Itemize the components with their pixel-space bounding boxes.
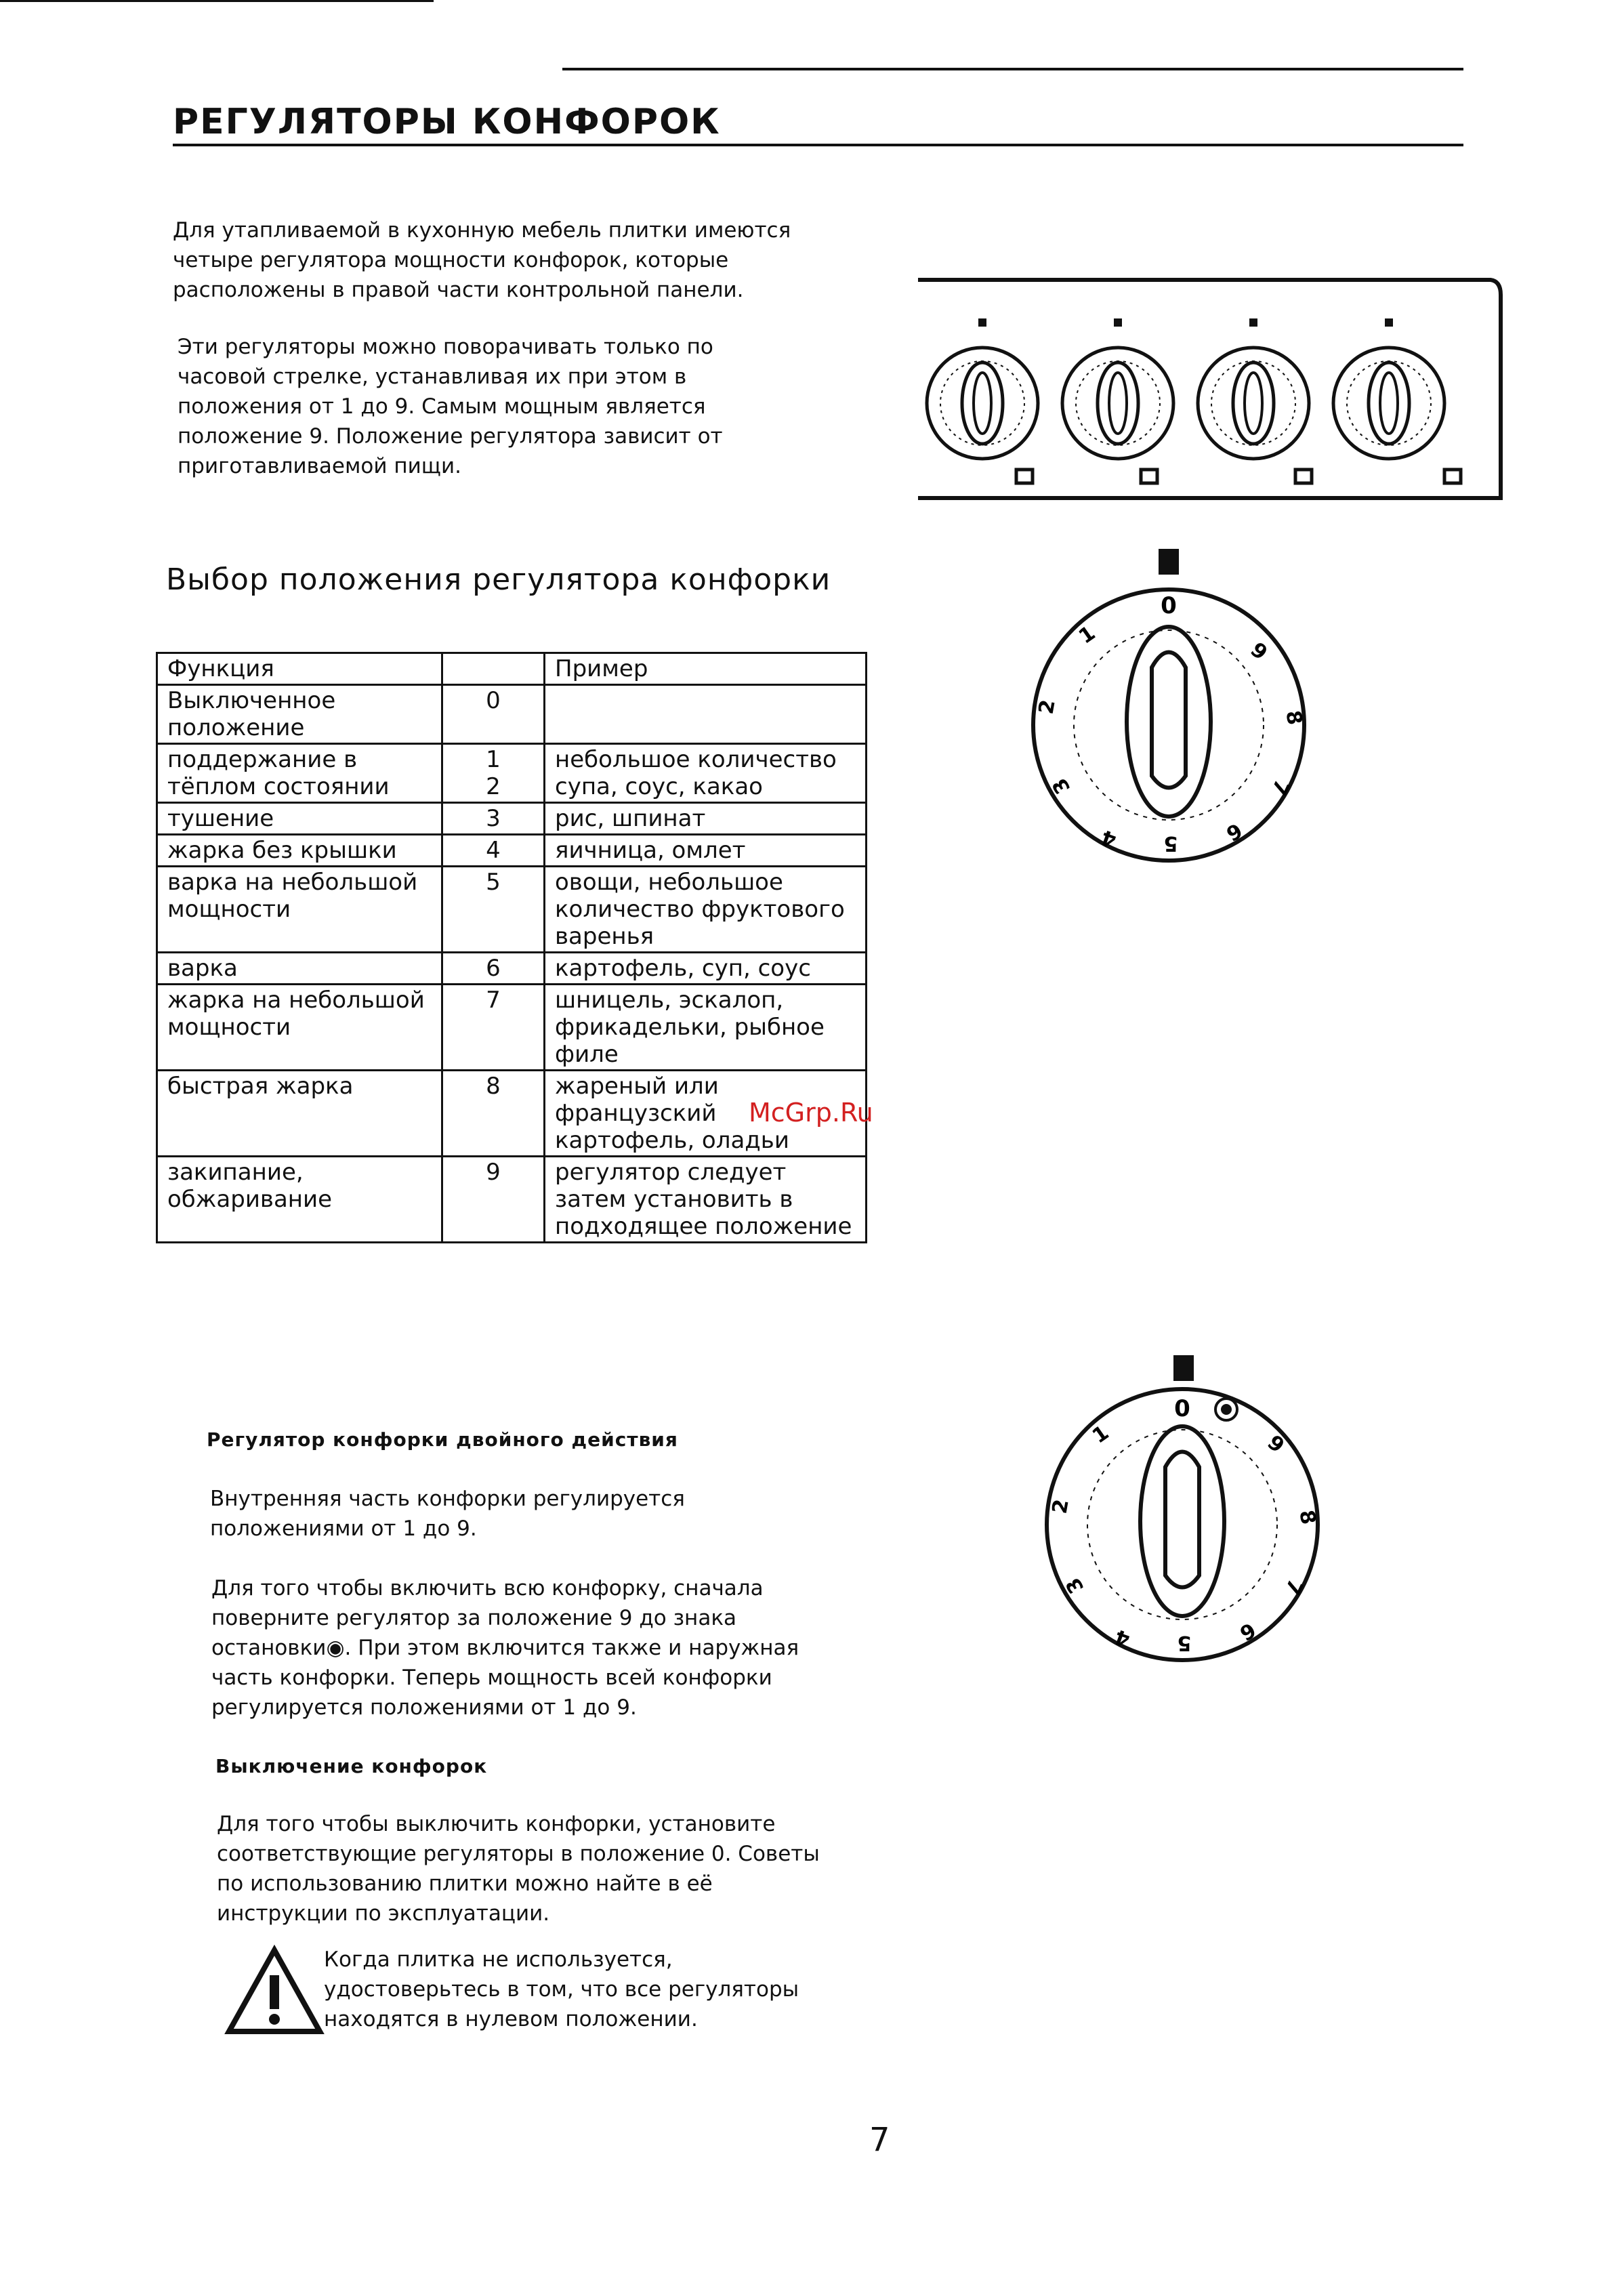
page-title: РЕГУЛЯТОРЫ КОНФОРОК [173,102,721,142]
row-position: 9 [442,1157,545,1243]
dial-label-1: 1 [1074,621,1100,649]
panel-knob-3 [1198,318,1312,483]
single-knob-diagram [1016,542,1328,874]
table-row [157,744,867,803]
position-table [156,652,867,1243]
control-panel-outline [918,280,1501,498]
row-function: варка на небольшой мощности [157,867,442,953]
row-function: тушение [157,803,442,835]
intro-paragraph-1: Для утапливаемой в кухонную мебель плитки имеются четыре регулятора мощности конфорок, которые расположены в правой части контрольной панели. [173,218,791,302]
dial-label-3: 3 [1061,1573,1089,1598]
dial-label-1: 1 [1087,1420,1114,1449]
row-position: 3 [442,803,545,835]
dial-label-0: 0 [1174,1395,1190,1422]
dial-label-7: 7 [1266,776,1294,799]
table-row [157,985,867,1071]
header-example: Пример [545,653,867,685]
row-example: рис, шпинат [545,803,867,835]
row-example: шницель, эскалоп, фрикадельки, рыбное филе [545,985,867,1071]
dial-label-6: 6 [1235,1617,1260,1645]
row-position: 0 [442,685,545,744]
row-example: яичница, омлет [545,835,867,867]
row-example [545,685,867,744]
dial-label-4: 4 [1111,1624,1133,1651]
row-position: 6 [442,953,545,985]
panel-knob-1 [927,318,1038,483]
panel-knob-4 [1333,318,1461,483]
dial-label-3: 3 [1047,773,1076,798]
knob-marker [1173,1355,1194,1381]
off-paragraph: Для того чтобы выключить конфорки, установите соответствующие регуляторы в положение 0. Советы по использованию плитки можно найте в её инструкции по эксплуатации. [217,1812,820,1926]
dial-label-4: 4 [1098,824,1120,852]
dial-label-5: 5 [1177,1631,1192,1655]
row-function: варка [157,953,442,985]
dial-label-2: 2 [1047,1497,1074,1516]
row-function: быстрая жарка [157,1071,442,1157]
dial-label-9: 9 [1262,1430,1289,1458]
off-heading: Выключение конфорок [215,1755,488,1777]
row-function: Выключенное положение [157,685,442,744]
title-top-rule [562,68,1463,70]
row-position: 5 [442,867,545,953]
dual-heading: Регулятор конфорки двойного действия [207,1428,678,1451]
table-row [157,685,867,744]
dial-label-9: 9 [1245,638,1272,665]
watermark: McGrp.Ru [749,1098,873,1128]
table-header-row [157,653,867,685]
warning-triangle-icon [224,1945,325,2036]
row-position: 4 [442,835,545,867]
dial-label-6: 6 [1222,817,1247,846]
row-function: жарка без крышки [157,835,442,867]
dial-label-2: 2 [1034,698,1060,716]
control-panel-illustration [915,274,1511,508]
dial-label-7: 7 [1279,1575,1308,1598]
knob-grip-center [1152,653,1186,788]
row-position: 7 [442,985,545,1071]
row-example: небольшое количество супа, соус, какао [545,744,867,803]
row-example: жареный или французский картофель, оладьи [545,1071,867,1157]
dual-knob-diagram [1030,1348,1341,1680]
dial-label-0: 0 [1161,592,1177,619]
row-example: овощи, небольшое количество фруктового варенья [545,867,867,953]
row-example: регулятор следует затем установить в подходящее положение [545,1157,867,1243]
knob-grip-center [1165,1452,1199,1588]
row-function: закипание, обжаривание [157,1157,442,1243]
table-row [157,953,867,985]
table-row [157,803,867,835]
warning-text: Когда плитка не используется, удостоверьтесь в том, что все регуляторы находятся в нулевом положении. [324,1947,799,2031]
knob-marker [1159,549,1179,575]
table-row [157,835,867,867]
stop-mark-dot [1221,1404,1232,1415]
row-position: 1 2 [442,744,545,803]
row-function: жарка на небольшой мощности [157,985,442,1071]
header-position [442,653,545,685]
selection-title: Выбор положения регулятора конфорки [166,562,831,597]
page-number: 7 [869,2121,890,2159]
row-function: поддержание в тёплом состоянии [157,744,442,803]
dial-label-8: 8 [1281,708,1307,727]
dual-paragraph-1: Внутренняя часть конфорки регулируется положениями от 1 до 9. [210,1487,685,1541]
dial-label-8: 8 [1294,1508,1320,1527]
dial-inner-ring [1087,1430,1277,1619]
dial-label-5: 5 [1163,831,1178,855]
header-function: Функция [157,653,442,685]
panel-knob-2 [1062,318,1173,483]
dial-inner-ring [1074,630,1264,820]
title-bottom-rule [173,144,1463,146]
top-edge-rule [0,0,434,2]
row-example: картофель, суп, соус [545,953,867,985]
intro-paragraph-2: Эти регуляторы можно поворачивать только по часовой стрелке, устанавливая их при этом в положения от 1 до 9. Самым мощным является положение 9. Положение регулятора зависит от приготавливаемой пищи. [178,335,723,478]
row-position: 8 [442,1071,545,1157]
table-row [157,867,867,953]
table-row [157,1157,867,1243]
dual-paragraph-2: Для того чтобы включить всю конфорку, сначала поверните регулятор за положение 9 до знака остановки◉. При этом включится также и наружная часть конфорки. Теперь мощность всей конфорки регулируется положениями от 1 до 9. [211,1576,799,1720]
